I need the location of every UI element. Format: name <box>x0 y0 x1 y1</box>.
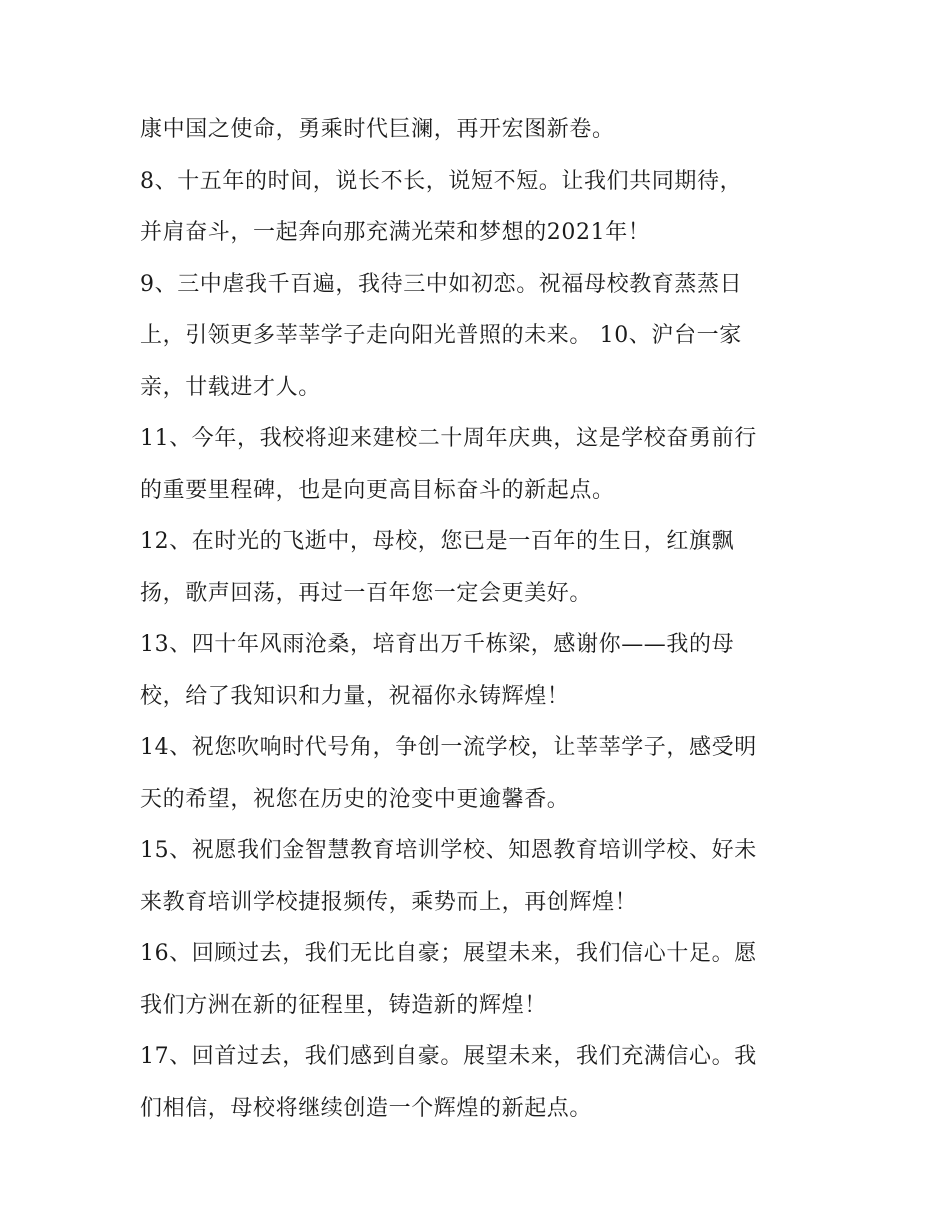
text-line: 并肩奋斗，一起奔向那充满光荣和梦想的2021年！ <box>140 220 651 245</box>
text-line: 康中国之使命，勇乘时代巨澜，再开宏图新卷。 <box>140 117 615 142</box>
text-line: 天的希望，祝您在历史的沧变中更逾馨香。 <box>140 786 570 812</box>
text-line: 14、祝您吹响时代号角，争创一流学校，让莘莘学子，感受明 <box>140 735 757 760</box>
text-line: 8、十五年的时间，说长不长，说短不短。让我们共同期待， <box>140 168 743 194</box>
text-line: 9、三中虐我千百遍，我待三中如初恋。祝福母校教育蒸蒸日 <box>140 271 743 297</box>
text-line: 的重要里程碑，也是向更高目标奋斗的新起点。 <box>140 477 615 503</box>
text-line: 来教育培训学校捷报频传，乘势而上，再创辉煌！ <box>140 889 638 915</box>
document-body <box>140 104 820 1134</box>
text-line: 校，给了我知识和力量，祝福你永铸辉煌！ <box>140 683 570 709</box>
text-line: 13、四十年风雨沧桑，培育出万千栋梁，感谢你——我的母 <box>140 632 735 657</box>
text-line: 17、回首过去，我们感到自豪。展望未来，我们充满信心。我 <box>140 1044 757 1069</box>
text-line: 12、在时光的飞逝中，母校，您已是一百年的生日，红旗飘 <box>140 529 735 554</box>
text-line: 15、祝愿我们金智慧教育培训学校、知恩教育培训学校、好未 <box>140 838 757 863</box>
text-line: 亲，廿载进才人。 <box>140 374 321 400</box>
text-line: 16、回顾过去，我们无比自豪；展望未来，我们信心十足。愿 <box>140 941 757 966</box>
text-line: 11、今年，我校将迎来建校二十周年庆典，这是学校奋勇前行 <box>140 426 757 451</box>
text-line: 我们方洲在新的征程里，铸造新的辉煌！ <box>140 992 547 1018</box>
text-line: 上，引领更多莘莘学子走向阳光普照的未来。 10、沪台一家 <box>140 323 742 348</box>
text-line: 们相信，母校将继续创造一个辉煌的新起点。 <box>140 1095 593 1121</box>
text-line: 扬，歌声回荡，再过一百年您一定会更美好。 <box>140 580 593 606</box>
